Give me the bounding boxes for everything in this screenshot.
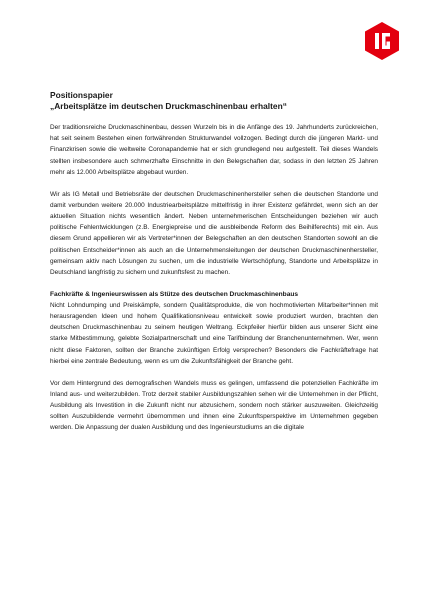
- section-paragraph-2: Vor dem Hintergrund des demografischen Wandels muss es gelingen, umfassend die potenziellen Fachkräfte im Inland aus- und weiterzubilden. Trotz derzeit stabiler Ausbildungszahlen sehen wir die Unternehmen in der Pflicht, Ausbildung als Investition in die Zukunft nicht nur abzusichern, sondern noch stärker auszuweiten. Gleichzeitig sollten Auszubildende vermehrt übernommen und ihnen eine Zukunftsperspektive im Unternehmen gegeben werden. Die Anpassung der dualen Ausbildung und des Ingenieurstudiums an die digitale: [50, 379, 378, 432]
- document-type: Positionspapier: [50, 90, 113, 100]
- intro-paragraph-2: Wir als IG Metall und Betriebsräte der deutschen Druckmaschinenhersteller sehen die deutschen Standorte und damit verbunden weitere 20.000 Industriearbeitsplätze mittelfristig in ihrer Existenz gefährdet, wenn sich an der aktuellen Situation nichts wesentlich ändert. Neben unternehmerischen Entscheidungen beziehen wir auch politische Fehlentwicklungen (z.B. Energiepreise und die ausbleibende Reform des Beihilferechts) mit ein. Aus diesem Grund appellieren wir als Vertreter*innen der Belegschaften an den deutschen Standorten sowohl an die politischen Entscheider*innen als auch an die Unternehmensleitungen der deutschen Druckmaschinenhersteller, gemeinsam aktiv nach Lösungen zu suchen, um die industrielle Wertschöpfung, Standorte und Arbeitsplätze in Deutschland langfristig zu sichern und zukunftsfest zu machen.: [50, 190, 378, 276]
- section-paragraph-1: Nicht Lohndumping und Preiskämpfe, sondern Qualitätsprodukte, die von hochmotivierten Mitarbeiter*innen mit herausragenden Ideen und hohem Qualifikationsniveau entwickelt sowie produziert wurden, brachten den deutschen Druckmaschinenbau zu seinem heutigen Weltrang. Eckpfeiler hierfür bilden aus unserer Sicht eine starke Mitbestimmung, gelebte Sozialpartnerschaft und eine Tarifbindung der Branchenunternehmen. Wer, wenn nicht diese Faktoren, sollten der Branche zukünftigen Erfolg versprechen? Besonders die Fachkräftefrage hat hierbei eine zentrale Bedeutung, wenn es um die Zukunftsfähigkeit der Branche geht.: [50, 301, 378, 365]
- ig-metall-logo: [362, 21, 402, 61]
- intro-paragraph-1: Der traditionsreiche Druckmaschinenbau, dessen Wurzeln bis in die Anfänge des 19. Jahrhunderts zurückreichen, hat seit seinem Bestehen einen fortwährenden Strukturwandel vollzogen. Bedingt durch die jüngeren Markt- und Finanzkrisen sowie die weltweite Coronapandemie hat er sich grundlegend neu aufgestellt. Teil dieses Wandels stellten insbesondere auch schmerzhafte Einschnitte in den Belegschaften dar, sodass in den letzten 25 Jahren mehr als 12.000 Arbeitsplätze abgebaut wurden.: [50, 124, 378, 176]
- document-body: [50, 90, 378, 444]
- document-title: „Arbeitsplätze im deutschen Druckmaschinenbau erhalten“: [50, 101, 287, 111]
- section-heading: Fachkräfte & Ingenieurswissen als Stütze des deutschen Druckmaschinenbaus: [50, 290, 299, 298]
